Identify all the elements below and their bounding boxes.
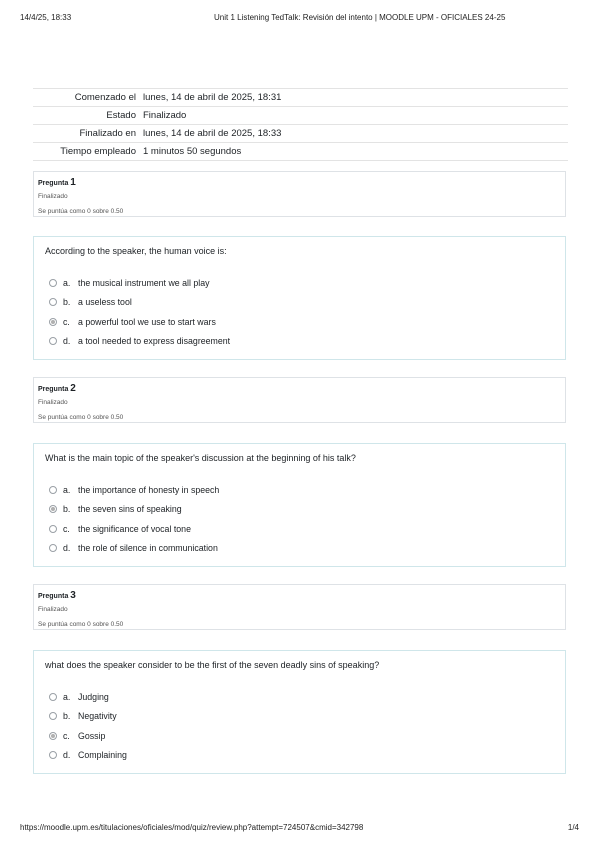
answer-text: Judging bbox=[78, 691, 109, 702]
answer-letter: d. bbox=[63, 543, 71, 554]
question-text: what does the speaker consider to be the first of the seven deadly sins of speaking? bbox=[45, 660, 380, 670]
radio-icon[interactable] bbox=[49, 544, 57, 552]
answer-letter: a. bbox=[63, 277, 71, 288]
question-grade: Se puntúa como 0 sobre 0.50 bbox=[38, 621, 124, 628]
question-number bbox=[38, 590, 76, 601]
question-label: Pregunta bbox=[38, 386, 69, 393]
answer-option[interactable] bbox=[49, 332, 230, 352]
radio-icon[interactable] bbox=[49, 693, 57, 701]
print-date: 14/4/25, 18:33 bbox=[20, 13, 72, 22]
question-number bbox=[38, 383, 76, 394]
summary-row bbox=[33, 125, 568, 143]
radio-icon[interactable] bbox=[49, 318, 57, 326]
summary-row bbox=[33, 89, 568, 107]
question-grade: Se puntúa como 0 sobre 0.50 bbox=[38, 414, 124, 421]
answer-option[interactable] bbox=[49, 726, 127, 746]
answer-letter: a. bbox=[63, 484, 71, 495]
question-number-value: 2 bbox=[70, 383, 76, 394]
summary-value: lunes, 14 de abril de 2025, 18:33 bbox=[143, 128, 282, 139]
summary-value: lunes, 14 de abril de 2025, 18:31 bbox=[143, 92, 282, 103]
answer-option[interactable] bbox=[49, 687, 127, 707]
question-number bbox=[38, 177, 76, 188]
answer-text: a tool needed to express disagreement bbox=[78, 336, 231, 347]
question-content-1 bbox=[33, 236, 566, 360]
answer-option[interactable] bbox=[49, 746, 127, 766]
answer-text: a useless tool bbox=[78, 297, 132, 308]
question-label: Pregunta bbox=[38, 180, 69, 187]
summary-label: Comenzado el bbox=[74, 92, 136, 103]
radio-icon[interactable] bbox=[49, 525, 57, 533]
question-content-2 bbox=[33, 443, 566, 567]
answer-list bbox=[49, 687, 127, 765]
attempt-summary-table bbox=[33, 88, 568, 161]
answer-letter: c. bbox=[63, 316, 70, 327]
radio-icon[interactable] bbox=[49, 732, 57, 740]
answer-option[interactable] bbox=[49, 312, 230, 332]
radio-icon[interactable] bbox=[49, 298, 57, 306]
answer-text: the musical instrument we all play bbox=[78, 277, 210, 288]
print-page-title: Unit 1 Listening TedTalk: Revisión del intento | MOODLE UPM - OFICIALES 24-25 bbox=[214, 13, 506, 22]
summary-label: Tiempo empleado bbox=[60, 146, 136, 157]
print-footer bbox=[20, 823, 579, 837]
question-state: Finalizado bbox=[38, 399, 68, 406]
radio-icon[interactable] bbox=[49, 279, 57, 287]
answer-text: the role of silence in communication bbox=[78, 543, 218, 554]
question-info-2 bbox=[33, 377, 566, 423]
radio-icon[interactable] bbox=[49, 486, 57, 494]
summary-value: 1 minutos 50 segundos bbox=[143, 146, 242, 157]
answer-option[interactable] bbox=[49, 500, 219, 520]
summary-label: Finalizado en bbox=[79, 128, 136, 139]
answer-list bbox=[49, 273, 230, 351]
answer-letter: b. bbox=[63, 504, 71, 515]
summary-label: Estado bbox=[106, 110, 136, 121]
radio-icon[interactable] bbox=[49, 751, 57, 759]
print-url: https://moodle.upm.es/titulaciones/oficiales/mod/quiz/review.php?attempt=724507&cmid=342798 bbox=[20, 823, 364, 832]
print-header bbox=[20, 13, 579, 27]
radio-icon[interactable] bbox=[49, 712, 57, 720]
answer-option[interactable] bbox=[49, 480, 219, 500]
answer-text: Negativity bbox=[78, 711, 117, 722]
question-text: According to the speaker, the human voice is: bbox=[45, 246, 227, 256]
answer-option[interactable] bbox=[49, 293, 230, 313]
radio-icon[interactable] bbox=[49, 505, 57, 513]
answer-letter: a. bbox=[63, 691, 71, 702]
answer-text: the seven sins of speaking bbox=[78, 504, 182, 515]
answer-letter: b. bbox=[63, 711, 71, 722]
answer-text: Complaining bbox=[78, 750, 127, 761]
summary-value: Finalizado bbox=[143, 110, 187, 121]
question-grade: Se puntúa como 0 sobre 0.50 bbox=[38, 208, 124, 215]
page-number: 1/4 bbox=[567, 823, 579, 832]
answer-letter: d. bbox=[63, 336, 71, 347]
radio-icon[interactable] bbox=[49, 337, 57, 345]
answer-letter: b. bbox=[63, 297, 71, 308]
answer-letter: d. bbox=[63, 750, 71, 761]
question-label: Pregunta bbox=[38, 593, 69, 600]
question-text: What is the main topic of the speaker's discussion at the beginning of his talk? bbox=[45, 453, 356, 463]
summary-row bbox=[33, 143, 568, 161]
question-state: Finalizado bbox=[38, 606, 68, 613]
answer-text: a powerful tool we use to start wars bbox=[78, 316, 216, 327]
question-number-value: 3 bbox=[70, 590, 76, 601]
question-content-3 bbox=[33, 650, 566, 774]
answer-text: Gossip bbox=[78, 730, 106, 741]
answer-text: the significance of vocal tone bbox=[78, 523, 191, 534]
summary-row bbox=[33, 107, 568, 125]
answer-text: the importance of honesty in speech bbox=[78, 484, 220, 495]
question-state: Finalizado bbox=[38, 193, 68, 200]
answer-option[interactable] bbox=[49, 539, 219, 559]
answer-letter: c. bbox=[63, 730, 70, 741]
answer-option[interactable] bbox=[49, 273, 230, 293]
question-number-value: 1 bbox=[70, 177, 76, 188]
question-info-1 bbox=[33, 171, 566, 217]
answer-letter: c. bbox=[63, 523, 70, 534]
answer-option[interactable] bbox=[49, 519, 219, 539]
question-info-3 bbox=[33, 584, 566, 630]
answer-list bbox=[49, 480, 219, 558]
answer-option[interactable] bbox=[49, 707, 127, 727]
